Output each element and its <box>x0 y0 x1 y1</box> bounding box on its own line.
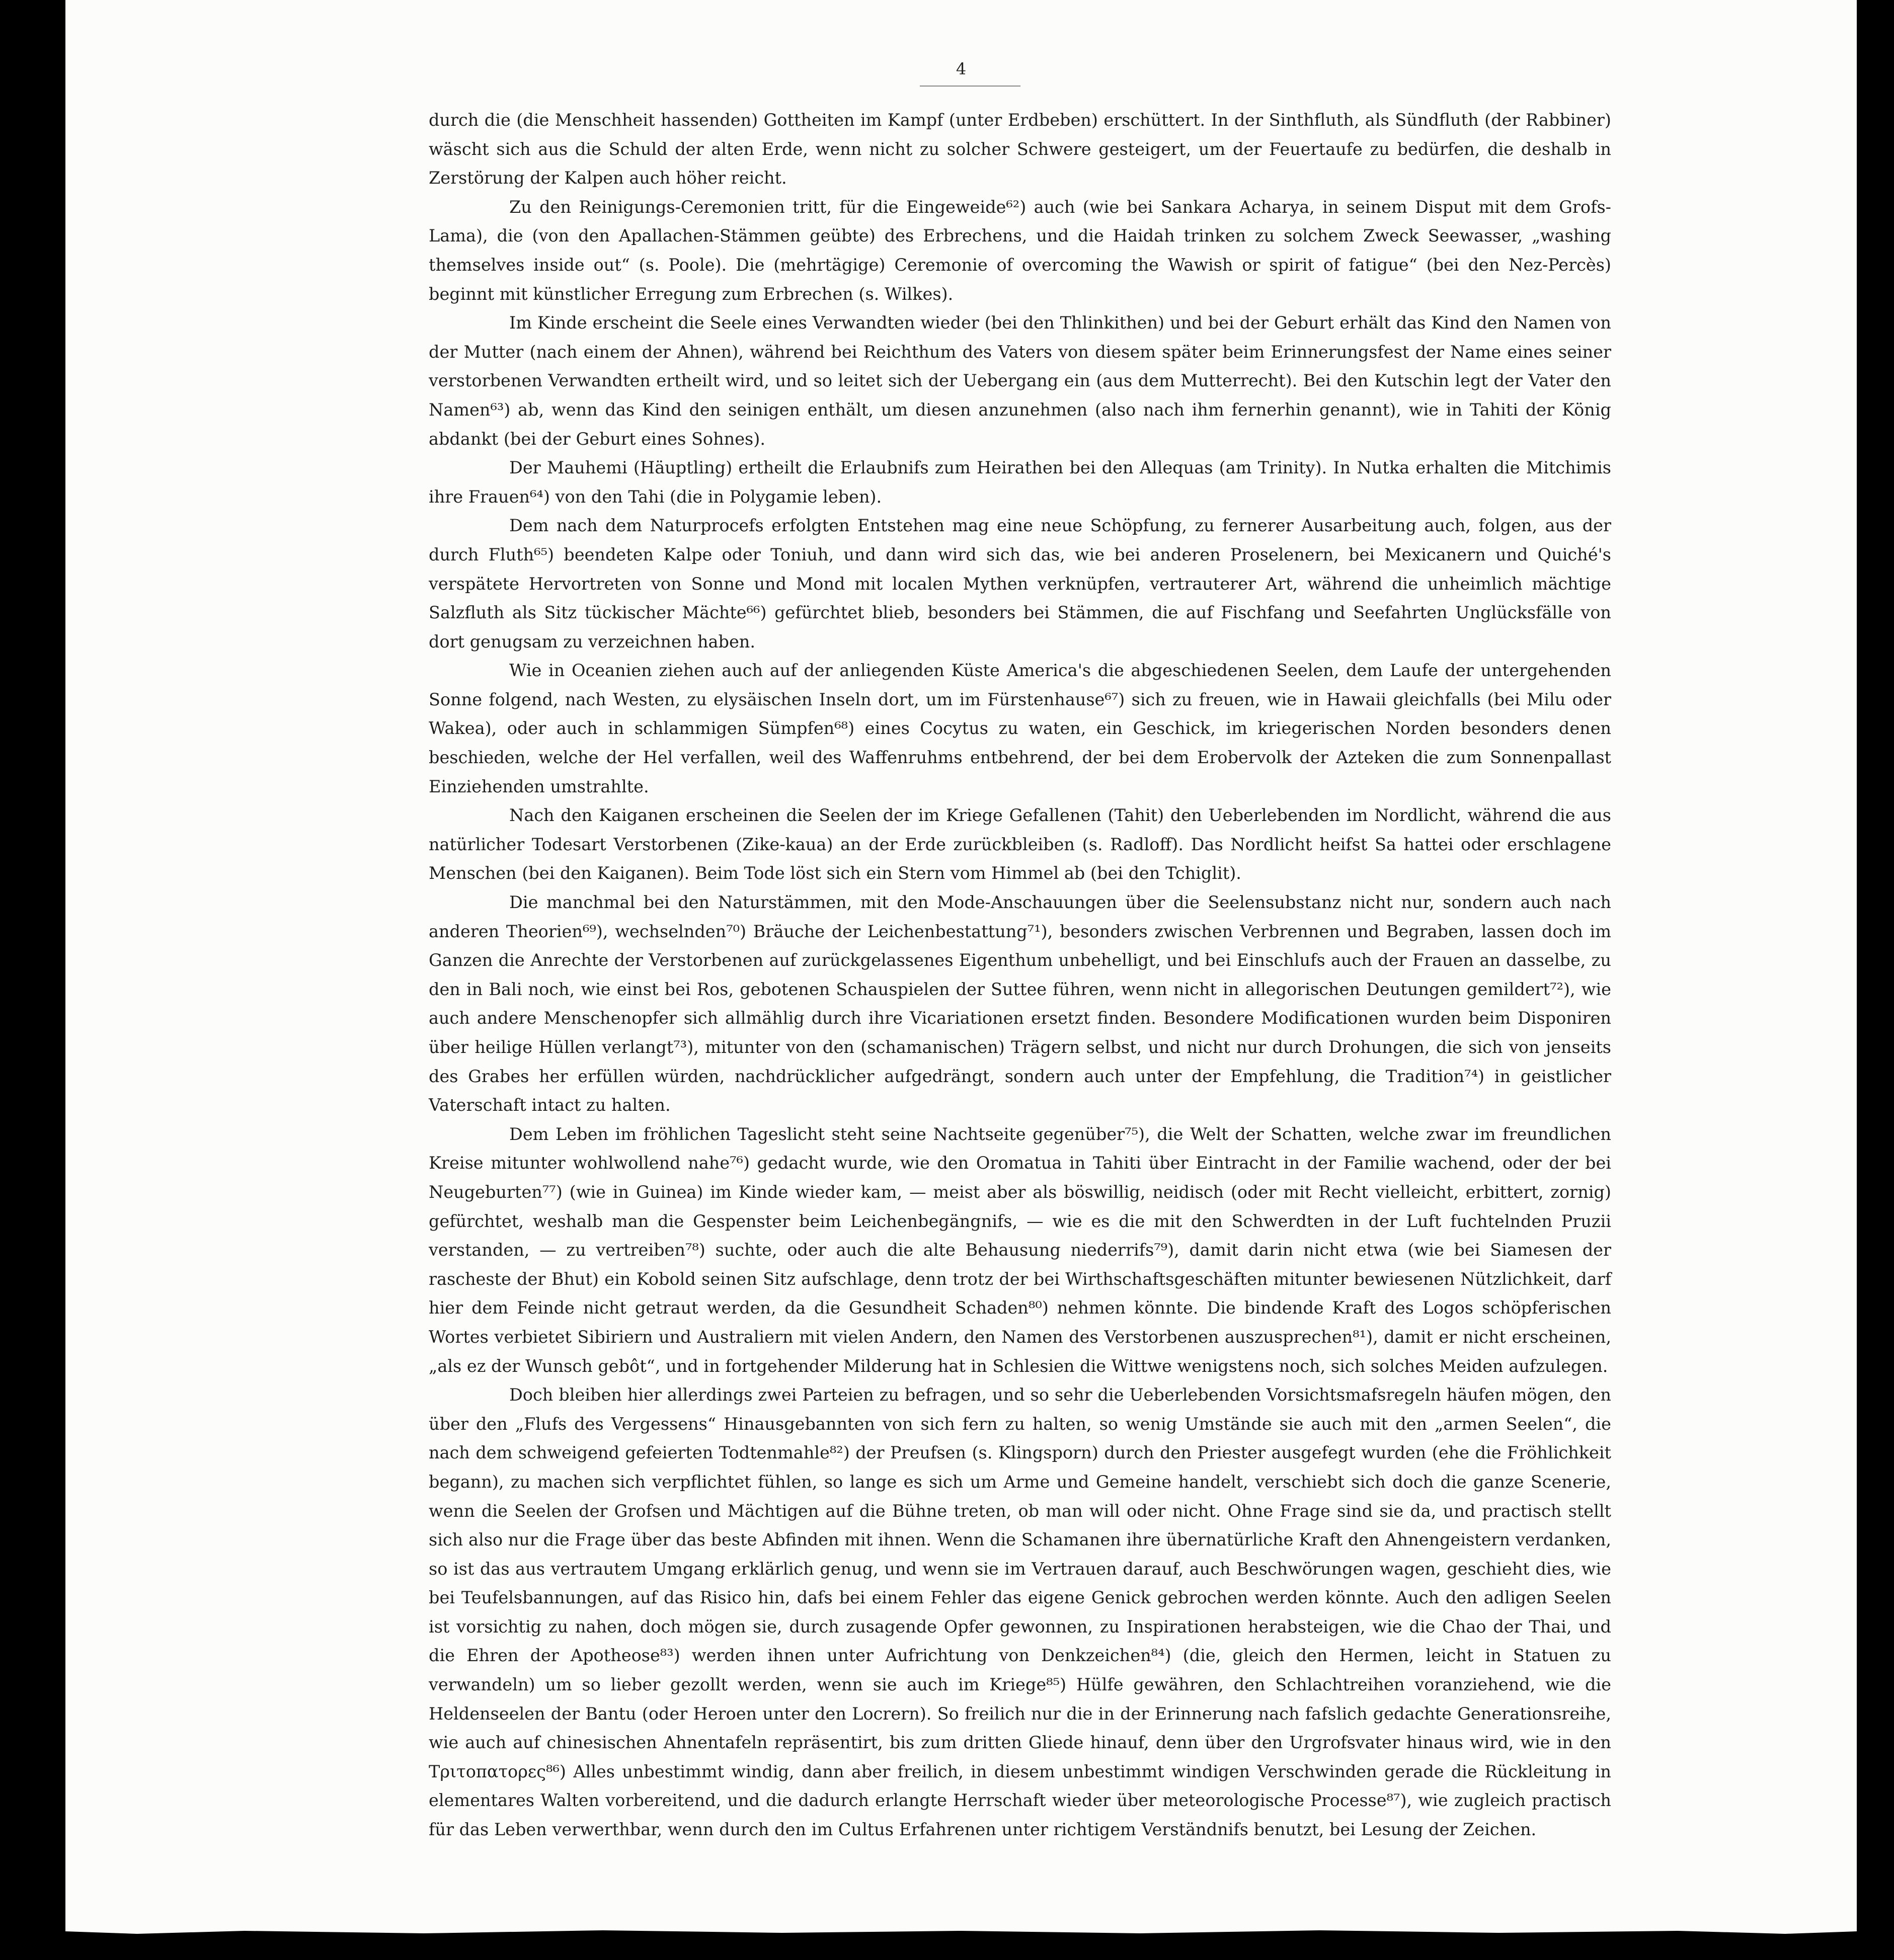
paragraph: Im Kinde erscheint die Seele eines Verwandten wieder (bei den Thlinkithen) und bei der Geburt erhält das Kind den Namen von der Mutter (nach einem der Ahnen), während bei Reichthum des Vaters von diesem später beim Erinnerungsfest der Name eines seiner verstorbenen Verwandten ertheilt wird, und so leitet sich der Uebergang ein (aus dem Mutterrecht). Bei den Kutschin legt der Vater den Namen⁶³) ab, wenn das Kind den seinigen enthält, um diesen anzunehmen (also nach ihm fernerhin genannt), wie in Tahiti der König abdankt (bei der Geburt eines Sohnes). <box>429 313 1611 449</box>
scan-bottom-edge <box>0 1929 1894 1960</box>
paragraph: Zu den Reinigungs-Ceremonien tritt, für die Eingeweide⁶²) auch (wie bei Sankara Acharya, in seinem Disput mit dem Grofs-Lama), die (von den Apallachen-Stämmen geübte) des Erbrechens, und die Haidah trinken zu solchem Zweck Seewasser, „washing themselves inside out“ (s. Poole). Die (mehrtägige) Ceremonie of overcoming the Wawish or spirit of fatigue“ (bei den Nez-Percès) beginnt mit künstlicher Erregung zum Erbrechen (s. Wilkes). <box>429 197 1611 304</box>
paragraph: Nach den Kaiganen erscheinen die Seelen der im Kriege Gefallenen (Tahit) den Ueberlebenden im Nordlicht, während die aus natürlicher Todesart Verstorbenen (Zike-kaua) an der Erde zurückbleiben (s. Radloff). Das Nordlicht heifst Sa hattei oder erschlagene Menschen (bei den Kaiganen). Beim Tode löst sich ein Stern vom Himmel ab (bei den Tchiglit). <box>429 805 1611 883</box>
paragraph: Die manchmal bei den Naturstämmen, mit den Mode-Anschauungen über die Seelensubstanz nicht nur, sondern auch nach anderen Theorien⁶⁹), wechselnden⁷⁰) Bräuche der Leichenbestattung⁷¹), besonders zwischen Verbrennen und Begraben, lassen doch im Ganzen die Anrechte der Verstorbenen auf zurückgelassenes Eigenthum unbehelligt, und bei Einschlufs auch der Frauen an dasselbe, zu den in Bali noch, wie einst bei Ros, gebotenen Schauspielen der Suttee führen, wenn nicht in allegorischen Deutungen gemildert⁷²), wie auch andere Menschenopfer sich allmählig durch ihre Vicariationen ersetzt finden. Besondere Modificationen wurden beim Disponiren über heilige Hüllen verlangt⁷³), mitunter von den (schamanischen) Trägern selbst, und nicht nur durch Drohungen, die sich von jenseits des Grabes her erfüllen würden, nachdrücklicher aufgedrängt, sondern auch unter der Empfehlung, die Tradition⁷⁴) in geistlicher Vaterschaft intact zu halten. <box>429 892 1611 1115</box>
paragraph: durch die (die Menschheit hassenden) Gottheiten im Kampf (unter Erdbeben) erschüttert. In der Sinthfluth, als Sündfluth (der Rabbiner) wäscht sich aus die Schuld der alten Erde, wenn nicht zu solcher Schwere gesteigert, um der Feuertaufe zu bedürfen, die deshalb in Zerstörung der Kalpen auch höher reicht. <box>429 110 1611 188</box>
body-text <box>429 106 1611 1844</box>
paragraph: Wie in Oceanien ziehen auch auf der anliegenden Küste America's die abgeschiedenen Seelen, dem Laufe der untergehenden Sonne folgend, nach Westen, zu elysäischen Inseln dort, um im Fürstenhause⁶⁷) sich zu freuen, wie in Hawaii gleichfalls (bei Milu oder Wakea), oder auch in schlammigen Sümpfen⁶⁸) eines Cocytus zu waten, ein Geschick, im kriegerischen Norden besonders denen beschieden, welche der Hel verfallen, weil des Waffenruhms entbehrend, der bei dem Erobervolk der Azteken die zum Sonnenpallast Einziehenden umstrahlte. <box>429 661 1611 796</box>
paragraph: Der Mauhemi (Häuptling) ertheilt die Erlaubnifs zum Heirathen bei den Allequas (am Trinity). In Nutka erhalten die Mitchimis ihre Frauen⁶⁴) von den Tahi (die in Polygamie leben). <box>429 458 1611 507</box>
paragraph: Doch bleiben hier allerdings zwei Parteien zu befragen, und so sehr die Ueberlebenden Vorsichtsmafsregeln häufen mögen, den über den „Flufs des Vergessens“ Hinausgebannten von sich fern zu halten, so wenig Umstände sie auch mit den „armen Seelen“, die nach dem schweigend gefeierten Todtenmahle⁸²) der Preufsen (s. Klingsporn) durch den Priester ausgefegt wurden (ehe die Fröhlichkeit begann), zu machen sich verpflichtet fühlen, so lange es sich um Arme und Gemeine handelt, verschiebt sich doch die ganze Scenerie, wenn die Seelen der Grofsen und Mächtigen auf die Bühne treten, ob man will oder nicht. Ohne Frage sind sie da, und practisch stellt sich also nur die Frage über das beste Abfinden mit ihnen. Wenn die Schamanen ihre übernatürliche Kraft den Ahnengeistern verdanken, so ist das aus vertrautem Umgang erklärlich genug, und wenn sie im Vertrauen darauf, auch Beschwörungen wagen, geschieht dies, wie bei Teufelsbannungen, auf das Risico hin, dafs bei einem Fehler das eigene Genick gebrochen werden könnte. Auch den adligen Seelen ist vorsichtig zu nahen, doch mögen sie, durch zusagende Opfer gewonnen, zu Inspirationen herabsteigen, wie die Chao der Thai, und die Ehren der Apotheose⁸³) werden ihnen unter Aufrichtung von Denkzeichen⁸⁴) (die, gleich den Hermen, leicht in Statuen zu verwandeln) um so lieber gezollt werden, wenn sie auch im Kriege⁸⁵) Hülfe gewähren, den Schlachtreihen voranziehend, wie die Heldenseelen der Bantu (oder Heroen unter den Locrern). So freilich nur die in der Erinnerung nach fafslich gedachte Generationsreihe, wie auch auf chinesischen Ahnentafeln repräsentirt, bis zum dritten Gliede hinauf, denn über den Urgrofsvater hinaus wird, wie in den Τριτοπατορες⁸⁶) Alles unbestimmt windig, dann aber freilich, in diesem unbestimmt windigen Verschwinden gerade die Rückleitung in elementares Walten vorbereitend, und die dadurch erlangte Herrschaft wieder über meteorologische Processe⁸⁷), wie zugleich practisch für das Leben verwerthbar, wenn durch den im Cultus Erfahrenen unter richtigem Verständnifs benutzt, bei Lesung der Zeichen. <box>429 1385 1611 1840</box>
header-rule <box>920 86 1020 87</box>
paragraph: Dem Leben im fröhlichen Tageslicht steht seine Nachtseite gegenüber⁷⁵), die Welt der Schatten, welche zwar im freundlichen Kreise mitunter wohlwollend nahe⁷⁶) gedacht wurde, wie den Oromatua in Tahiti über Eintracht in der Familie wachend, oder der bei Neugeburten⁷⁷) (wie in Guinea) im Kinde wieder kam, — meist aber als böswillig, neidisch (oder mit Recht vielleicht, erbittert, zornig) gefürchtet, weshalb man die Gespenster beim Leichenbegängnifs, — wie es die mit den Schwerdten in der Luft fuchtelnden Pruzii verstanden, — zu vertreiben⁷⁸) suchte, oder auch die alte Behausung niederrifs⁷⁹), damit darin nicht etwa (wie bei Siamesen der rascheste der Bhut) ein Kobold seinen Sitz aufschlage, denn trotz der bei Wirthschaftsgeschäften mitunter bewiesenen Nützlichkeit, darf hier dem Feinde nicht getraut werden, da die Gesundheit Schaden⁸⁰) nehmen könnte. Die bindende Kraft des Logos schöpferischen Wortes verbietet Sibiriern und Australiern mit vielen Andern, den Namen des Verstorbenen auszusprechen⁸¹), damit er nicht erscheinen, „als ez der Wunsch gebôt“, und in fortgehender Milderung hat in Schlesien die Wittwe wenigstens noch, sich solches Meiden aufzulegen. <box>429 1124 1611 1376</box>
document-page <box>65 0 1857 1929</box>
paragraph: Dem nach dem Naturprocefs erfolgten Entstehen mag eine neue Schöpfung, zu fernerer Ausarbeitung auch, folgen, aus der durch Fluth⁶⁵) beendeten Kalpe oder Toniuh, und dann wird sich das, wie bei anderen Proselenern, bei Mexicanern und Quiché's verspätete Hervortreten von Sonne und Mond mit localen Mythen verknüpfen, vertrauterer Art, während die unheimlich mächtige Salzfluth als Sitz tückischer Mächte⁶⁶) gefürchtet blieb, besonders bei Stämmen, die auf Fischfang und Seefahrten Unglücksfälle von dort genugsam zu verzeichnen haben. <box>429 516 1611 651</box>
page-number: 4 <box>956 59 967 78</box>
